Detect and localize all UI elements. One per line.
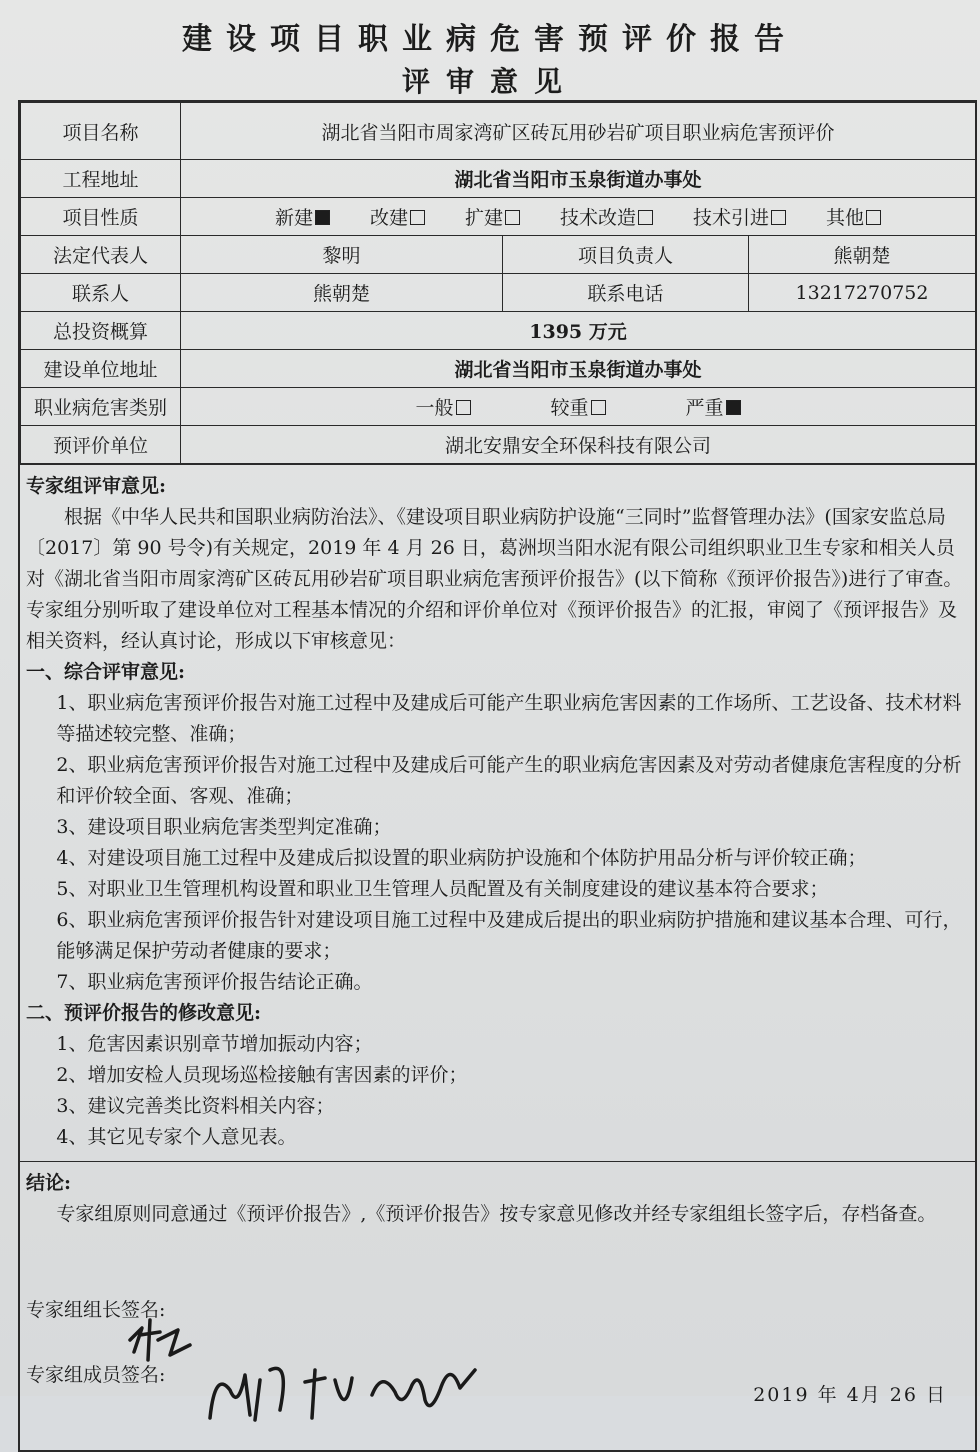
review-intro: 根据《中华人民共和国职业病防治法》、《建设项目职业病防护设施“三同时”监督管理办法》(国家安监总局〔2017〕第 90 号令)有关规定，2019 年 4 月 26 日，葛洲坝当阳水泥有限公司组织职业卫生专家和相关人员对《湖北省当阳市周家湾矿区砖瓦用砂岩矿项目职业病危害预评价报告》(以下简称《预评价报告》)进行了审查。专家组分别听取了建设单位对工程基本情况的介绍和评价单位对《预评价报告》的汇报，审阅了《预评报告》及相关资料，经认真讨论，形成以下审核意见： xyxy=(26,506,963,652)
section1-item: 7、职业病危害预评价报告结论正确。 xyxy=(56,971,373,993)
option-severe xyxy=(686,393,741,420)
row-investment xyxy=(21,312,976,350)
checkbox-empty-icon xyxy=(771,210,786,225)
option-tech-upgrade xyxy=(560,203,653,230)
label-contact: 联系人 xyxy=(21,274,181,312)
section1-item: 1、职业病危害预评价报告对施工过程中及建成后可能产生职业病危害因素的工作场所、工艺设备、技术材料等描述较完整、准确； xyxy=(56,692,962,745)
option-label: 严重 xyxy=(685,397,724,419)
option-label: 较重 xyxy=(550,397,589,419)
row-builder-address xyxy=(21,350,976,388)
option-other xyxy=(826,203,881,230)
option-general xyxy=(415,393,470,420)
label-hazard-class: 职业病危害类别 xyxy=(21,388,181,426)
checkbox-empty-icon xyxy=(638,210,653,225)
nature-options xyxy=(181,198,976,236)
conclusion-text: 专家组原则同意通过《预评价报告》,《预评价报告》按专家意见修改并经专家组组长签字后，存档备查。 xyxy=(56,1203,937,1225)
label-legal-rep: 法定代表人 xyxy=(21,236,181,274)
label-investment: 总投资概算 xyxy=(21,312,181,350)
row-contact xyxy=(21,274,976,312)
row-project-name xyxy=(21,103,976,160)
row-project-nature xyxy=(21,198,976,236)
option-label: 一般 xyxy=(415,397,454,419)
value-project-lead: 熊朝楚 xyxy=(749,236,976,274)
project-info-table xyxy=(20,102,976,464)
checkbox-empty-icon xyxy=(505,210,520,225)
section1-item: 2、职业病危害预评价报告对施工过程中及建成后可能产生的职业病危害因素及对劳动者健康危害程度的分析和评价较全面、客观、准确； xyxy=(56,754,962,807)
label-builder-address: 建设单位地址 xyxy=(21,350,181,388)
option-label: 技术改造 xyxy=(560,207,637,229)
section1-item: 3、建设项目职业病危害类型判定准确； xyxy=(56,816,392,838)
option-expand xyxy=(465,203,520,230)
option-serious xyxy=(551,393,606,420)
value-contact: 熊朝楚 xyxy=(181,274,503,312)
title-block xyxy=(0,18,980,102)
checkbox-empty-icon xyxy=(591,400,606,415)
document-subtitle: 评审意见 xyxy=(401,65,578,98)
label-evaluator: 预评价单位 xyxy=(21,426,181,464)
value-project-name: 湖北省当阳市周家湾矿区砖瓦用砂岩矿项目职业病危害预评价 xyxy=(181,103,976,160)
section2-heading: 二、预评价报告的修改意见: xyxy=(26,1002,262,1024)
value-evaluator: 湖北安鼎安全环保科技有限公司 xyxy=(181,426,976,464)
row-evaluator xyxy=(21,426,976,464)
value-phone: 13217270752 xyxy=(749,274,976,312)
conclusion-section xyxy=(20,1161,975,1240)
label-phone: 联系电话 xyxy=(503,274,749,312)
hazard-options xyxy=(181,388,976,426)
section1-item: 5、对职业卫生管理机构设置和职业卫生管理人员配置及有关制度建设的建议基本符合要求； xyxy=(56,878,829,900)
section1-item: 4、对建设项目施工过程中及建成后拟设置的职业病防护设施和个体防护用品分析与评价较正确； xyxy=(56,847,867,869)
expert-review-section xyxy=(20,464,975,1161)
row-legal-rep xyxy=(21,236,976,274)
section2-item: 2、增加安检人员现场巡检接触有害因素的评价； xyxy=(56,1064,468,1086)
section2-item: 1、危害因素识别章节增加振动内容； xyxy=(56,1033,373,1055)
checkbox-checked-icon xyxy=(315,210,330,225)
handwritten-signature-image xyxy=(120,1300,500,1430)
label-site-address: 工程地址 xyxy=(21,160,181,198)
review-form xyxy=(18,100,977,1452)
leader-signature-label: 专家组组长签名: xyxy=(26,1299,166,1321)
value-legal-rep: 黎明 xyxy=(181,236,503,274)
option-label: 其他 xyxy=(826,207,865,229)
option-rebuild xyxy=(370,203,425,230)
label-project-lead: 项目负责人 xyxy=(503,236,749,274)
signature-section xyxy=(20,1240,975,1450)
section2-item: 3、建议完善类比资料相关内容； xyxy=(56,1095,335,1117)
option-label: 技术引进 xyxy=(693,207,770,229)
review-heading: 专家组评审意见: xyxy=(26,475,167,497)
section1-heading: 一、综合评审意见: xyxy=(26,661,186,683)
label-project-name: 项目名称 xyxy=(21,103,181,160)
value-investment: 1395 万元 xyxy=(181,312,976,350)
checkbox-empty-icon xyxy=(410,210,425,225)
value-builder-address: 湖北省当阳市玉泉街道办事处 xyxy=(181,350,976,388)
checkbox-checked-icon xyxy=(726,400,741,415)
option-label: 改建 xyxy=(369,207,408,229)
conclusion-heading: 结论: xyxy=(26,1172,72,1194)
checkbox-empty-icon xyxy=(456,400,471,415)
value-site-address: 湖北省当阳市玉泉街道办事处 xyxy=(181,160,976,198)
row-site-address xyxy=(21,160,976,198)
members-signature-label: 专家组成员签名: xyxy=(26,1364,166,1386)
document-title: 建设项目职业病危害预评价报告 xyxy=(182,22,798,57)
section1-item: 6、职业病危害预评价报告针对建设项目施工过程中及建成后提出的职业病防护措施和建议基本合理、可行，能够满足保护劳动者健康的要求； xyxy=(56,909,962,962)
label-project-nature: 项目性质 xyxy=(21,198,181,236)
checkbox-empty-icon xyxy=(866,210,881,225)
option-label: 新建 xyxy=(274,207,313,229)
option-label: 扩建 xyxy=(464,207,503,229)
option-new-build xyxy=(275,203,330,230)
signature-date: 2019 年 4月 26 日 xyxy=(753,1384,947,1406)
section2-item: 4、其它见专家个人意见表。 xyxy=(56,1126,297,1148)
row-hazard-class xyxy=(21,388,976,426)
option-tech-import xyxy=(693,203,786,230)
